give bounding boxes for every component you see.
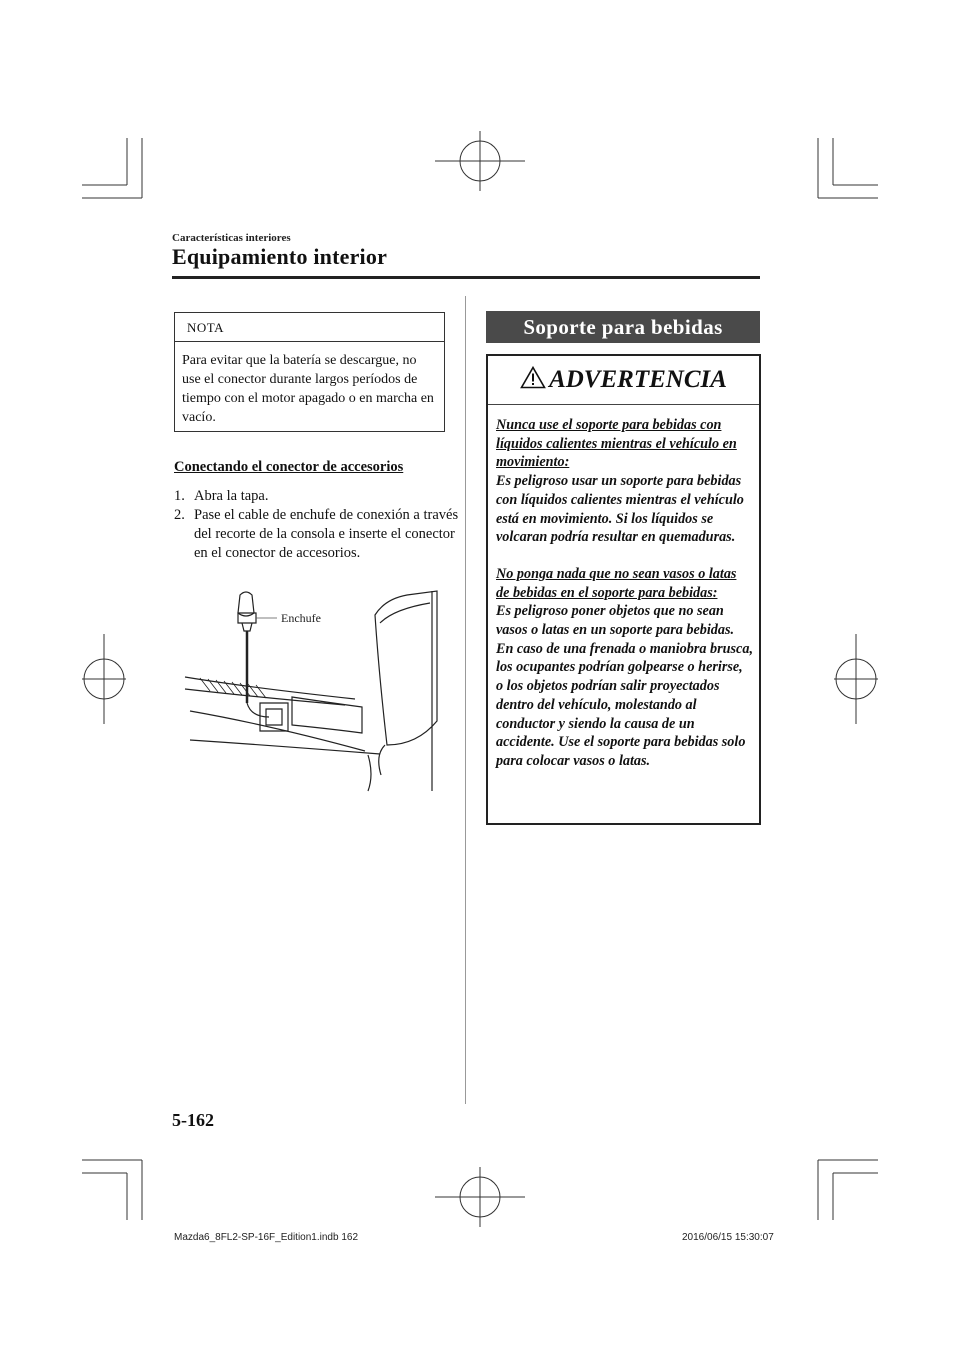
warning-title: ADVERTENCIA xyxy=(549,366,727,393)
note-body: Para evitar que la batería se descargue, no use el conector durante largos períodos de tiempo con el motor apagado o en marcha en vacío. xyxy=(182,353,434,425)
warning-icon xyxy=(520,366,546,389)
plug-tip xyxy=(242,623,252,631)
steps-list xyxy=(174,487,464,563)
column-divider xyxy=(465,296,466,1104)
plug-label: Enchufe xyxy=(281,611,321,625)
registration-mark-top xyxy=(435,131,525,191)
warning-block1-heading: Nunca use el soporte para bebidas con líquidos calientes mientras el vehículo en movimiento: xyxy=(496,417,737,471)
connector-heading: Conectando el conector de accesorios xyxy=(174,459,404,475)
warning-block2-text: Es peligroso poner objetos que no sean vasos o latas en un soporte para bebidas. En caso de una frenada o maniobra brusca, los ocupantes podrían golpearse o herirse, o los objetos podrían salir proyectados dentro del vehículo, molestando al conductor y siendo la causa de un accidente. Use el soporte para bebidas solo para colocar vasos o latas. xyxy=(496,603,753,769)
warning-header xyxy=(488,356,759,405)
step-number: 2. xyxy=(174,507,185,523)
note-box xyxy=(174,312,445,432)
note-heading: NOTA xyxy=(175,313,444,342)
console-illustration xyxy=(180,585,450,797)
step-text: Abra la tapa. xyxy=(194,488,269,504)
console-hatching xyxy=(200,678,266,698)
console-side xyxy=(368,755,371,791)
warning-box xyxy=(486,354,761,825)
storage-well xyxy=(292,697,362,733)
step-item xyxy=(174,506,464,563)
warning-body xyxy=(496,416,753,771)
warning-block1-text: Es peligroso usar un soporte para bebidas con líquidos calientes mientras el vehículo está en movimiento. Si los líquidos se volcaran podría resultar en quemaduras. xyxy=(496,473,744,546)
registration-mark-bottom xyxy=(435,1167,525,1227)
page-title: Equipamiento interior xyxy=(172,244,388,269)
console-edge xyxy=(185,677,355,699)
footer-timestamp: 2016/06/15 15:30:07 xyxy=(682,1232,774,1243)
registration-mark-left xyxy=(82,634,126,724)
warning-block2-heading: No ponga nada que no sean vasos o latas de bebidas en el soporte para bebidas: xyxy=(496,565,737,601)
footer-file-info: Mazda6_8FL2-SP-16F_Edition1.indb 162 xyxy=(174,1232,359,1243)
step-number: 1. xyxy=(174,488,185,504)
lid-edge xyxy=(380,603,430,623)
registration-mark-right xyxy=(834,634,878,724)
step-text: Pase el cable de enchufe de conexión a través del recorte de la consola e inserte el conector en el conector de accesorios. xyxy=(194,507,459,561)
step-item xyxy=(174,487,464,506)
console-drawing xyxy=(180,585,450,797)
breadcrumb: Características interiores xyxy=(172,232,291,244)
open-lid xyxy=(375,591,437,745)
lid-hinge xyxy=(379,745,385,775)
section-banner: Soporte para bebidas xyxy=(486,311,760,343)
title-rule xyxy=(172,276,760,279)
page-number: 5-162 xyxy=(172,1110,214,1130)
